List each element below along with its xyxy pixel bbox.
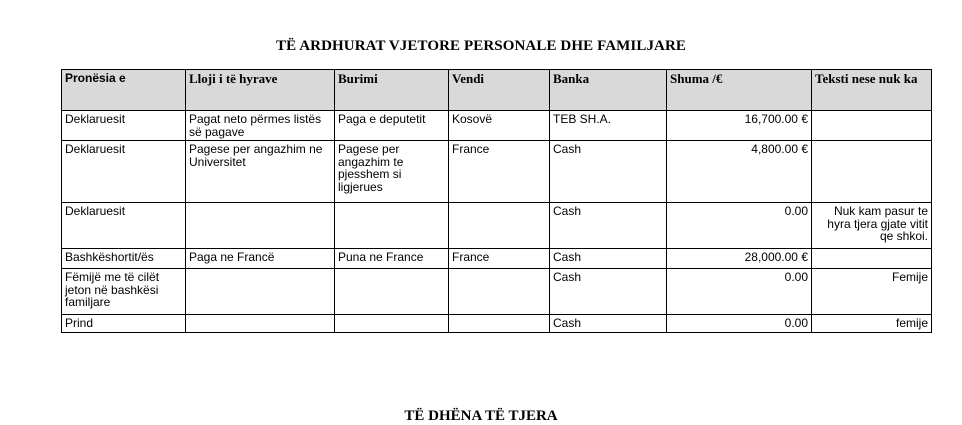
cell-note bbox=[812, 111, 932, 141]
cell-income-type: Pagese per angazhim ne Universitet bbox=[186, 141, 335, 203]
cell-owner: Deklaruesit bbox=[62, 141, 186, 203]
cell-source bbox=[335, 315, 449, 333]
column-header-shuma: Shuma /€ bbox=[667, 70, 812, 111]
table-row bbox=[62, 111, 932, 141]
column-header-pronesia: Pronësia e bbox=[62, 70, 186, 111]
cell-note: Femije bbox=[812, 269, 932, 315]
cell-income-type bbox=[186, 315, 335, 333]
table-row bbox=[62, 141, 932, 203]
cell-owner: Bashkëshortit/ës bbox=[62, 249, 186, 269]
next-section-title: TË DHËNA TË TJERA bbox=[404, 408, 558, 424]
cell-owner: Deklaruesit bbox=[62, 203, 186, 249]
cell-note bbox=[812, 249, 932, 269]
cell-owner: Fëmijë me të cilët jeton në bashkësi familjare bbox=[62, 269, 186, 315]
column-header-teksti: Teksti nese nuk ka bbox=[812, 70, 932, 111]
cell-bank: Cash bbox=[550, 269, 667, 315]
cell-income-type bbox=[186, 269, 335, 315]
table-row bbox=[62, 315, 932, 333]
document-title: TË ARDHURAT VJETORE PERSONALE DHE FAMILJARE bbox=[275, 38, 687, 54]
cell-amount: 4,800.00 € bbox=[667, 141, 812, 203]
cell-amount: 28,000.00 € bbox=[667, 249, 812, 269]
cell-bank: TEB SH.A. bbox=[550, 111, 667, 141]
cell-owner: Deklaruesit bbox=[62, 111, 186, 141]
cell-country: France bbox=[449, 141, 550, 203]
table-row bbox=[62, 269, 932, 315]
column-header-vendi: Vendi bbox=[449, 70, 550, 111]
income-table bbox=[61, 69, 932, 333]
cell-note: Nuk kam pasur te hyra tjera gjate vitit qe shkoi. bbox=[812, 203, 932, 249]
cell-country bbox=[449, 269, 550, 315]
column-header-burimi: Burimi bbox=[335, 70, 449, 111]
table-header-row bbox=[62, 70, 932, 111]
cell-income-type bbox=[186, 203, 335, 249]
cell-owner: Prind bbox=[62, 315, 186, 333]
column-header-banka: Banka bbox=[550, 70, 667, 111]
table-row bbox=[62, 249, 932, 269]
cell-amount: 16,700.00 € bbox=[667, 111, 812, 141]
table-row bbox=[62, 203, 932, 249]
cell-source bbox=[335, 203, 449, 249]
cell-amount: 0.00 bbox=[667, 269, 812, 315]
cell-bank: Cash bbox=[550, 141, 667, 203]
cell-country bbox=[449, 203, 550, 249]
cell-income-type: Paga ne Francë bbox=[186, 249, 335, 269]
cell-country bbox=[449, 315, 550, 333]
cell-country: France bbox=[449, 249, 550, 269]
cell-note: femije bbox=[812, 315, 932, 333]
column-header-lloji: Lloji i të hyrave bbox=[186, 70, 335, 111]
cell-source: Pagese per angazhim te pjesshem si ligjerues bbox=[335, 141, 449, 203]
cell-source: Paga e deputetit bbox=[335, 111, 449, 141]
cell-note bbox=[812, 141, 932, 203]
cell-bank: Cash bbox=[550, 249, 667, 269]
cell-amount: 0.00 bbox=[667, 203, 812, 249]
cell-bank: Cash bbox=[550, 315, 667, 333]
cell-source bbox=[335, 269, 449, 315]
cell-source: Puna ne France bbox=[335, 249, 449, 269]
cell-bank: Cash bbox=[550, 203, 667, 249]
cell-amount: 0.00 bbox=[667, 315, 812, 333]
cell-income-type: Pagat neto përmes listës së pagave bbox=[186, 111, 335, 141]
cell-country: Kosovë bbox=[449, 111, 550, 141]
